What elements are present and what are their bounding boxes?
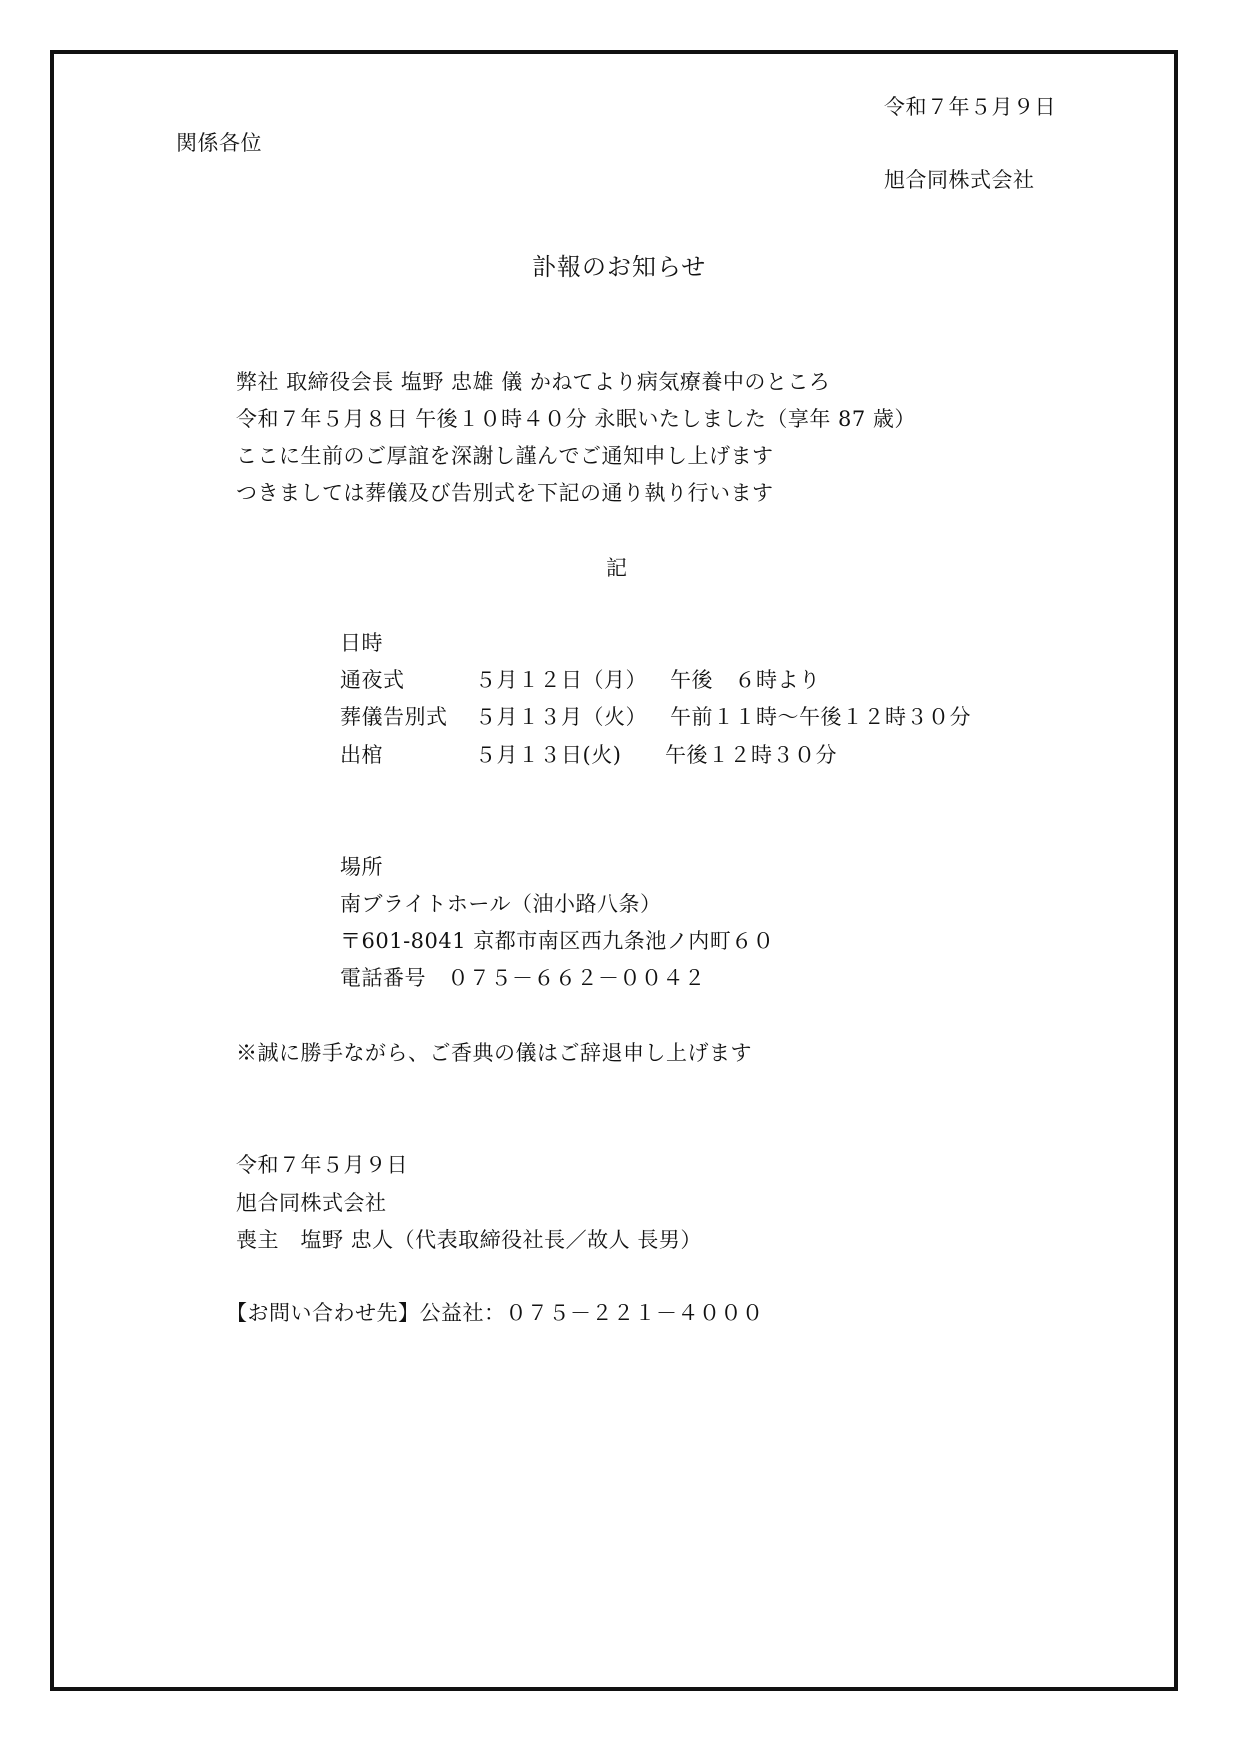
venue-address: 〒601-8041 京都市南区西九条池ノ内町６０ <box>340 929 775 953</box>
venue-phone: 電話番号 ０７５－６６２－００４２ <box>340 966 706 990</box>
schedule-date: ５月１２日（月） <box>475 668 647 692</box>
ki-heading: 記 <box>606 556 628 580</box>
schedule-row-funeral <box>340 704 1040 730</box>
schedule-heading: 日時 <box>340 631 383 655</box>
schedule-row-wake <box>340 667 1040 693</box>
schedule-label: 通夜式 <box>340 668 405 692</box>
schedule-date: ５月１３月（火） <box>475 705 647 729</box>
condolence-note: ※誠に勝手ながら、ご香典の儀はご辞退申し上げます <box>236 1041 752 1065</box>
venue-heading: 場所 <box>340 855 383 879</box>
body-line-4: つきましては葬儀及び告別式を下記の通り執り行います <box>236 481 774 505</box>
body-line-3: ここに生前のご厚誼を深謝し謹んでご通知申し上げます <box>236 444 774 468</box>
schedule-label: 葬儀告別式 <box>340 705 448 729</box>
body-line-2: 令和７年５月８日 午後１０時４０分 永眠いたしました（享年 87 歳） <box>236 407 916 431</box>
page-title: 訃報のお知らせ <box>532 253 707 281</box>
schedule-row-departure <box>340 742 1040 768</box>
schedule-time: 午後１２時３０分 <box>665 743 837 767</box>
body-line-1: 弊社 取締役会長 塩野 忠雄 儀 かねてより病気療養中のところ <box>236 370 831 394</box>
schedule-date: ５月１３日(火) <box>475 743 622 767</box>
schedule-time: 午前１１時〜午後１２時３０分 <box>670 705 971 729</box>
closing-date: 令和７年５月９日 <box>236 1153 408 1177</box>
sender-company: 旭合同株式会社 <box>884 168 1035 192</box>
schedule-label: 出棺 <box>340 743 383 767</box>
document-border <box>50 50 1178 1691</box>
chief-mourner: 喪主 塩野 忠人（代表取締役社長／故人 長男） <box>236 1228 702 1252</box>
venue-name: 南ブライトホール（油小路八条） <box>340 892 662 916</box>
closing-company: 旭合同株式会社 <box>236 1191 387 1215</box>
schedule-time: 午後 ６時より <box>670 668 821 692</box>
contact-info: 【お問い合わせ先】公益社：０７５－２２１－４０００ <box>226 1301 764 1325</box>
header-date: 令和７年５月９日 <box>884 95 1056 119</box>
addressee: 関係各位 <box>176 131 262 155</box>
